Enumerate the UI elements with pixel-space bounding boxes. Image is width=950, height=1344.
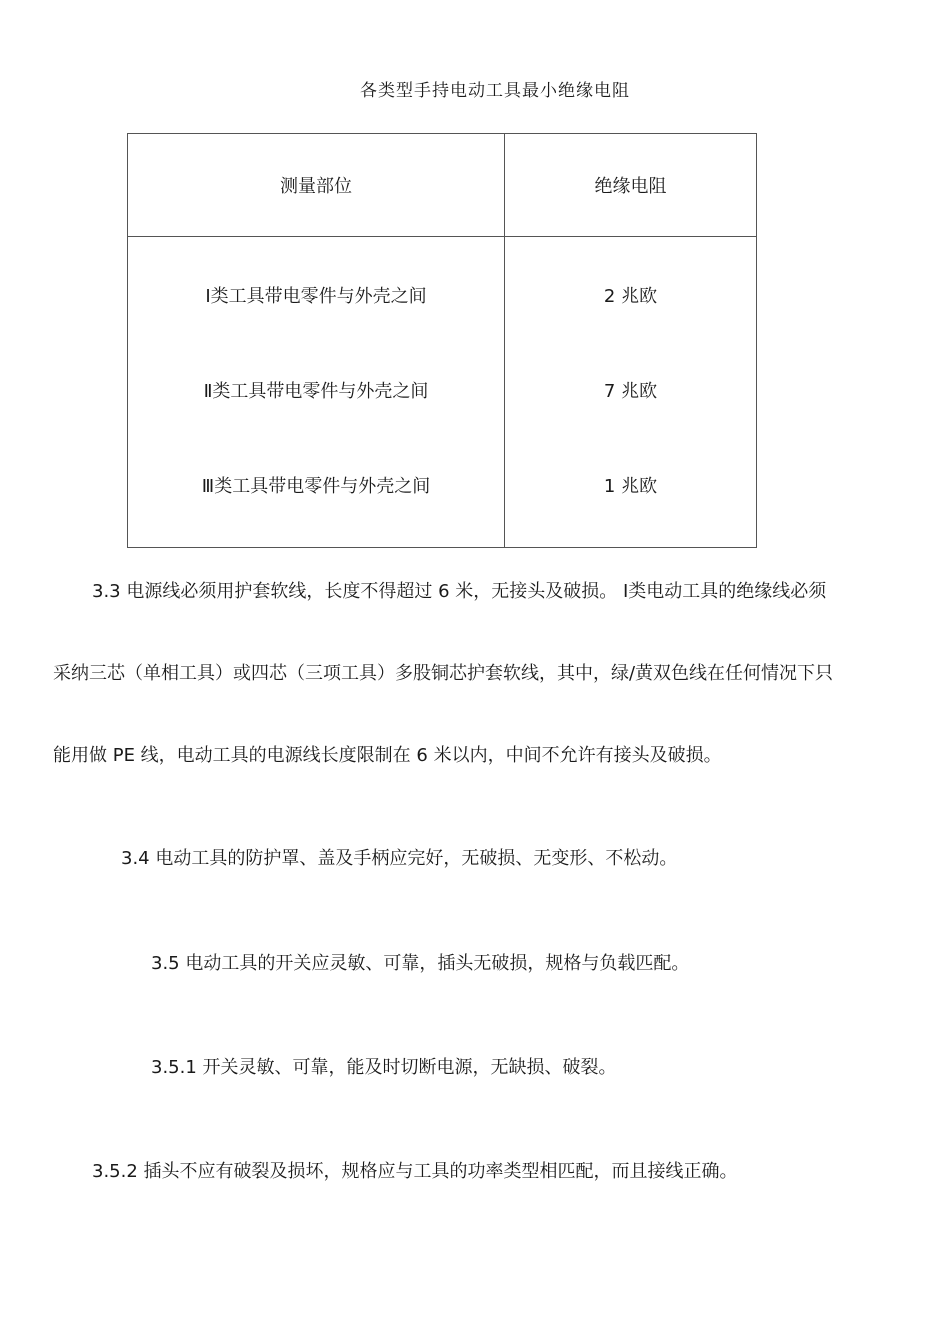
paragraph-3-4: 3.4 电动工具的防护罩、盖及手柄应完好，无破损、无变形、不松动。 — [121, 848, 678, 869]
header-insulation-resistance: 绝缘电阻 — [505, 134, 757, 237]
table-cell-resistance: 7 兆欧 — [603, 381, 658, 402]
insulation-resistance-cell — [505, 237, 757, 548]
measurement-part-cell — [128, 237, 505, 548]
paragraph-3-3-line-2: 采纳三芯（单相工具）或四芯（三项工具）多股铜芯护套软线，其中，绿/黄双色线在任何情况下只 — [53, 663, 834, 684]
table-header-row — [128, 134, 757, 237]
table-caption: 各类型手持电动工具最小绝缘电阻 — [360, 81, 630, 101]
paragraph-3-3-line-1: 3.3 电源线必须用护套软线，长度不得超过 6 米，无接头及破损。 Ⅰ类电动工具的绝缘线必须 — [92, 581, 827, 602]
paragraph-3-3-line-3: 能用做 PE 线，电动工具的电源线长度限制在 6 米以内，中间不允许有接头及破损。 — [53, 745, 722, 766]
table-cell-part: Ⅲ类工具带电零件与外壳之间 — [201, 476, 431, 497]
paragraph-3-5-2: 3.5.2 插头不应有破裂及损坏，规格应与工具的功率类型相匹配，而且接线正确。 — [92, 1161, 738, 1182]
table-body-row — [128, 237, 757, 548]
paragraph-3-5-1: 3.5.1 开关灵敏、可靠，能及时切断电源，无缺损、破裂。 — [151, 1057, 617, 1078]
table-cell-part: Ⅰ类工具带电零件与外壳之间 — [205, 286, 427, 307]
table-cell-resistance: 2 兆欧 — [603, 286, 658, 307]
insulation-resistance-table — [127, 133, 757, 548]
table-cell-resistance: 1 兆欧 — [603, 476, 658, 497]
header-measurement-part: 测量部位 — [128, 134, 505, 237]
table-cell-part: Ⅱ类工具带电零件与外壳之间 — [203, 381, 429, 402]
paragraph-3-5: 3.5 电动工具的开关应灵敏、可靠，插头无破损，规格与负载匹配。 — [151, 953, 690, 974]
